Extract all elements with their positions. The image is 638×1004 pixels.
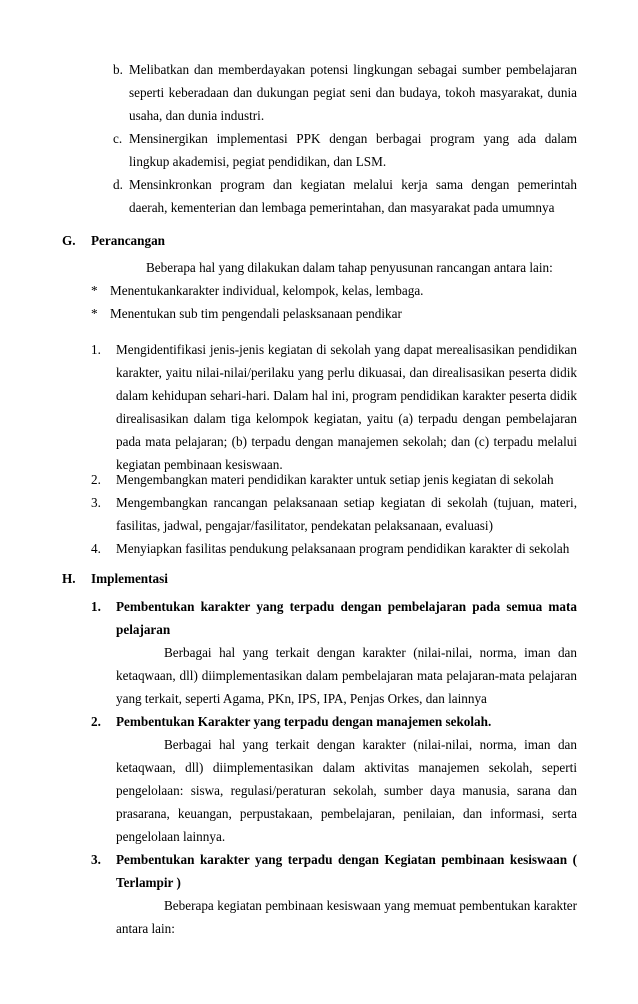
impl-heading: Pembentukan karakter yang terpadu dengan Kegiatan pembinaan kesiswaan ( Terlampir ) [116,852,577,890]
step-marker: 4. [91,541,101,556]
impl-body: Beberapa kegiatan pembinaan kesiswaan yang memuat pembentukan karakter antara lain: [116,898,577,936]
list-item-text: Mensinkronkan program dan kegiatan melalui kerja sama dengan pemerintah daerah, kementerian dan lembaga pemerintahan, dan masyarakat pada umumnya [129,177,577,215]
step-text: Mengembangkan materi pendidikan karakter untuk setiap jenis kegiatan di sekolah [116,472,554,487]
step-marker: 2. [91,472,101,487]
impl-marker: 3. [91,852,101,867]
bullet-text: Menentukan sub tim pengendali pelasksanaan pendikar [110,306,402,321]
section-g-intro: Beberapa hal yang dilakukan dalam tahap penyusunan rancangan antara lain: [146,260,553,275]
impl-heading: Pembentukan karakter yang terpadu dengan pembelajaran pada semua mata pelajaran [116,599,577,637]
list-marker: b. [113,62,123,77]
section-g-title: Perancangan [91,233,165,248]
step-marker: 1. [91,342,101,357]
step-text: Menyiapkan fasilitas pendukung pelaksanaan program pendidikan karakter di sekolah [116,541,570,556]
impl-body: Berbagai hal yang terkait dengan karakter (nilai-nilai, norma, iman dan ketaqwaan, dll) diimplementasikan dalam pembelajaran mata pelajaran-mata pelajaran yang terkait, seperti Agama, PKn, IPS, IPA, Penjas Orkes, dan lainnya [116,645,577,706]
section-h-title: Implementasi [91,571,168,586]
bullet-text: Menentukankarakter individual, kelompok, kelas, lembaga. [110,283,424,298]
impl-body: Berbagai hal yang terkait dengan karakter (nilai-nilai, norma, iman dan ketaqwaan, dll) diimplementasikan dalam aktivitas manajemen sekolah, seperti pengelolaan: siswa, regulasi/peraturan sekolah, sumber daya manusia, sarana dan prasarana, keuangan, perpustakaan, pembelajaran, penilaian, dan informasi, serta pengelolaan lainnya. [116,737,577,844]
step-marker: 3. [91,495,101,510]
step-text: Mengembangkan rancangan pelaksanaan setiap kegiatan di sekolah (tujuan, materi, fasilitas, jadwal, pengajar/fasilitator, pendekatan pelaksanaan, evaluasi) [116,495,577,533]
section-g-marker: G. [62,233,76,248]
section-h-marker: H. [62,571,76,586]
list-item-text: Melibatkan dan memberdayakan potensi lingkungan sebagai sumber pembelajaran seperti keberadaan dan dukungan pegiat seni dan budaya, tokoh masyarakat, dunia usaha, dan dunia industri. [129,62,577,123]
bullet-marker: * [91,306,98,321]
bullet-marker: * [91,283,98,298]
list-marker: c. [113,131,123,146]
step-text: Mengidentifikasi jenis-jenis kegiatan di sekolah yang dapat merealisasikan pendidikan karakter, yaitu nilai-nilai/perilaku yang perlu dikuasai, dan direalisasikan peserta didik dalam kehidupan sehari-hari. Dalam hal ini, program pendidikan karakter peserta didik direalisasikan dalam tiga kelompok kegiatan, yaitu (a) terpadu dengan pembelajaran pada mata pelajaran; (b) terpadu dengan manajemen sekolah; dan (c) terpadu melalui kegiatan pembinaan kesiswaan. [116,342,577,472]
impl-heading: Pembentukan Karakter yang terpadu dengan manajemen sekolah. [116,714,492,729]
list-marker: d. [113,177,123,192]
impl-marker: 1. [91,599,101,614]
impl-marker: 2. [91,714,101,729]
list-item-text: Mensinergikan implementasi PPK dengan berbagai program yang ada dalam lingkup akademisi, pegiat pendidikan, dan LSM. [129,131,577,169]
